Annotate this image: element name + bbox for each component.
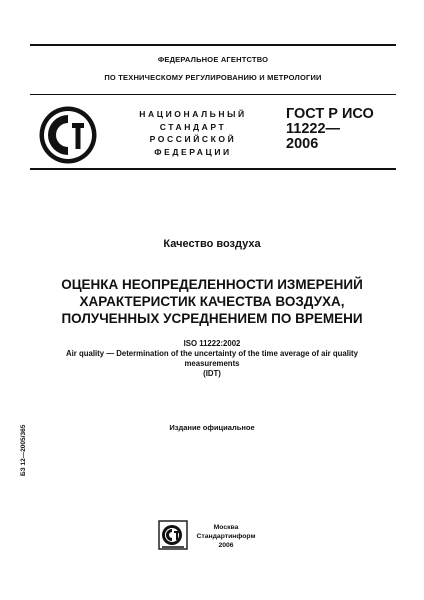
publisher-name: Стандартинформ <box>196 533 256 540</box>
standard-line-3: РОССИЙСКОЙ <box>149 134 237 144</box>
bottom-rule <box>30 168 396 170</box>
side-code: БЗ 12—2005/365 <box>20 424 27 476</box>
gost-line-1: ГОСТ Р ИСО <box>286 106 374 122</box>
gost-emblem-icon <box>38 105 98 165</box>
edition-label: Издание официальное <box>169 423 255 432</box>
title-line-3: ПОЛУЧЕННЫХ УСРЕДНЕНИЕМ ПО ВРЕМЕНИ <box>61 311 363 326</box>
iso-title-line-2: measurements <box>184 359 240 368</box>
standard-line-4: ФЕДЕРАЦИИ <box>154 146 232 157</box>
title-line-1: ОЦЕНКА НЕОПРЕДЕЛЕННОСТИ ИЗМЕРЕНИЙ <box>61 277 363 292</box>
standartinform-logo-icon <box>158 520 188 550</box>
publisher-year: 2006 <box>218 542 234 549</box>
document-title <box>20 276 404 327</box>
publisher-city: Москва <box>213 524 239 531</box>
national-standard-label <box>118 108 268 158</box>
iso-idt: (IDT) <box>203 369 221 378</box>
iso-title-line-1: Air quality — Determination of the uncertainty of the time average of air quality <box>65 349 358 358</box>
standard-line-1: НАЦИОНАЛЬНЫЙ <box>139 109 247 119</box>
publisher-block <box>196 523 256 550</box>
iso-reference <box>20 339 404 379</box>
document-subject: Качество воздуха <box>163 238 261 250</box>
standard-line-2: СТАНДАРТ <box>159 121 227 132</box>
gost-line-3: 2006 <box>286 136 319 152</box>
gost-line-2: 11222— <box>286 121 341 137</box>
top-rule <box>30 44 396 46</box>
agency-name: ФЕДЕРАЛЬНОЕ АГЕНТСТВО <box>157 55 269 64</box>
gost-designation <box>286 107 374 152</box>
iso-number: ISO 11222:2002 <box>183 339 241 348</box>
title-line-2: ХАРАКТЕРИСТИК КАЧЕСТВА ВОЗДУХА, <box>79 294 345 309</box>
agency-subtitle: ПО ТЕХНИЧЕСКОМУ РЕГУЛИРОВАНИЮ И МЕТРОЛОГИИ <box>104 73 322 82</box>
middle-rule <box>30 94 396 95</box>
